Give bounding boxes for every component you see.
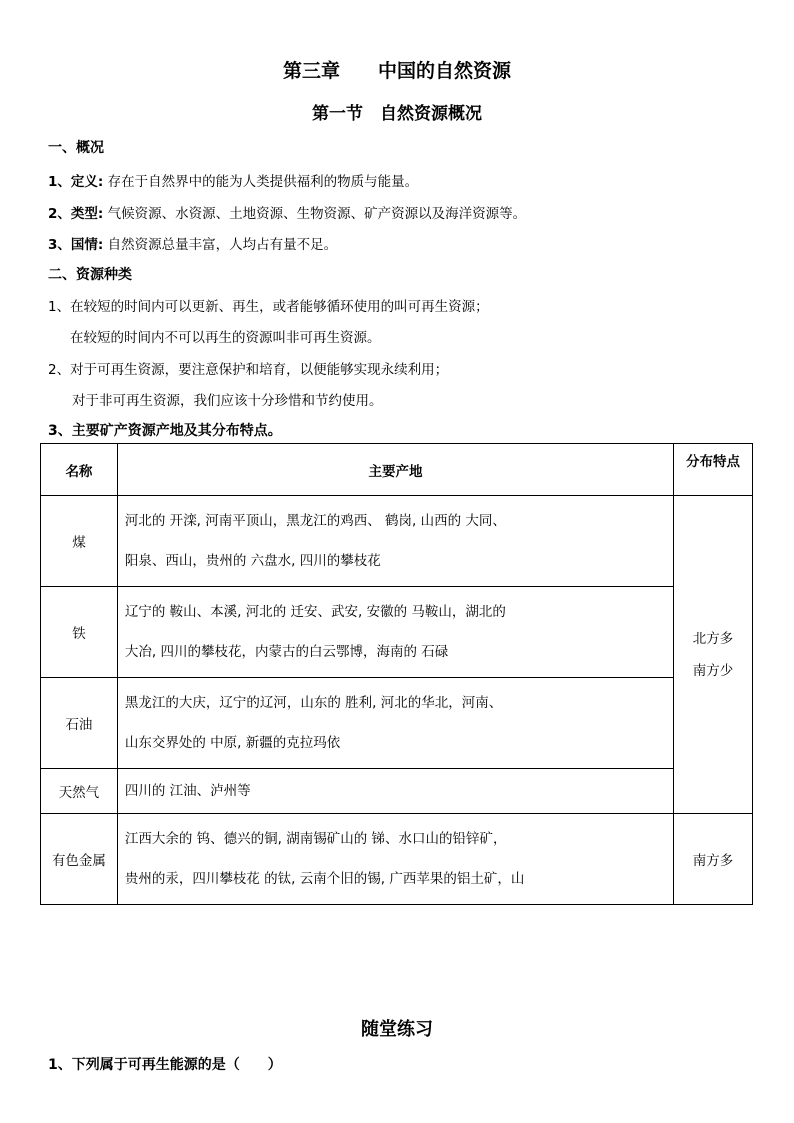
item-label: 2、类型: [48,206,104,222]
item-text: 气候资源、水资源、土地资源、生物资源、矿产资源以及海洋资源等。 [103,206,527,222]
location-line: 辽宁的 鞍山、本溪, 河北的 迁安、武安, 安徽的 马鞍山，湖北的 [124,604,506,620]
types-line: 2、对于可再生资源，要注意保护和培育，以便能够实现永续利用； [48,362,449,378]
item-text: 自然资源总量丰富，人均占有量不足。 [103,237,338,253]
location-line: 四川的 江油、泸州等 [124,783,251,799]
row-name: 天然气 [41,769,118,814]
overview-item-types [48,202,526,222]
location-line: 大冶, 四川的攀枝花，内蒙古的白云鄂博，海南的 石碌 [124,644,449,660]
distribution-north [674,496,753,814]
header-distribution: 分布特点 [674,444,753,496]
minerals-heading: 3、主要矿产资源产地及其分布特点。 [48,423,282,439]
table-row [41,587,753,678]
types-line: 对于非可再生资源，我们应该十分珍惜和节约使用。 [72,393,383,409]
overview-item-definition [48,170,418,190]
distribution-line: 北方多 [692,630,734,647]
table-row [41,678,753,769]
header-locations: 主要产地 [117,444,673,496]
location-line: 贵州的汞，四川攀枝花 的钛, 云南个旧的锡, 广西苹果的铝土矿，山 [124,871,525,887]
location-line: 黑龙江的大庆，辽宁的辽河，山东的 胜利, 河北的华北，河南、 [124,695,503,711]
types-line: 在较短的时间内不可以再生的资源叫非可再生资源。 [70,330,381,346]
practice-question-1: 1、下列属于可再生能源的是（ ） [48,1057,282,1073]
table-row [41,814,753,905]
row-name: 有色金属 [41,814,118,905]
mineral-resources-table [40,443,753,905]
location-line: 河北的 开滦, 河南平顶山，黑龙江的鸡西、 鹤岗, 山西的 大同、 [124,513,506,529]
row-name: 煤 [41,496,118,587]
distribution-south: 南方多 [674,814,753,905]
row-locations [117,587,673,678]
location-line: 山东交界处的 中原, 新疆的克拉玛依 [124,735,341,751]
overview-heading: 一、概况 [48,140,104,156]
row-locations [117,496,673,587]
item-label: 3、国情: [48,237,104,253]
section-title: 第一节 自然资源概况 [312,104,482,124]
practice-title: 随堂练习 [361,1019,433,1040]
table-row [41,496,753,587]
overview-item-situation [48,233,337,253]
location-line: 江西大余的 钨、德兴的铜, 湖南锡矿山的 锑、水口山的铅锌矿， [124,831,507,847]
row-locations [117,769,673,814]
item-text: 存在于自然界中的能为人类提供福利的物质与能量。 [103,174,419,190]
row-name: 铁 [41,587,118,678]
location-line: 阳泉、西山，贵州的 六盘水, 四川的攀枝花 [124,553,381,569]
row-name: 石油 [41,678,118,769]
table-header-row [41,444,753,496]
item-label: 1、定义: [48,174,104,190]
header-name: 名称 [41,444,118,496]
types-heading: 二、资源种类 [48,267,132,283]
table-row [41,769,753,814]
distribution-line: 南方少 [692,662,734,679]
row-locations [117,678,673,769]
chapter-title: 第三章 中国的自然资源 [282,60,511,82]
row-locations [117,814,673,905]
types-line: 1、在较短的时间内可以更新、再生，或者能够循环使用的叫可再生资源； [48,299,489,315]
